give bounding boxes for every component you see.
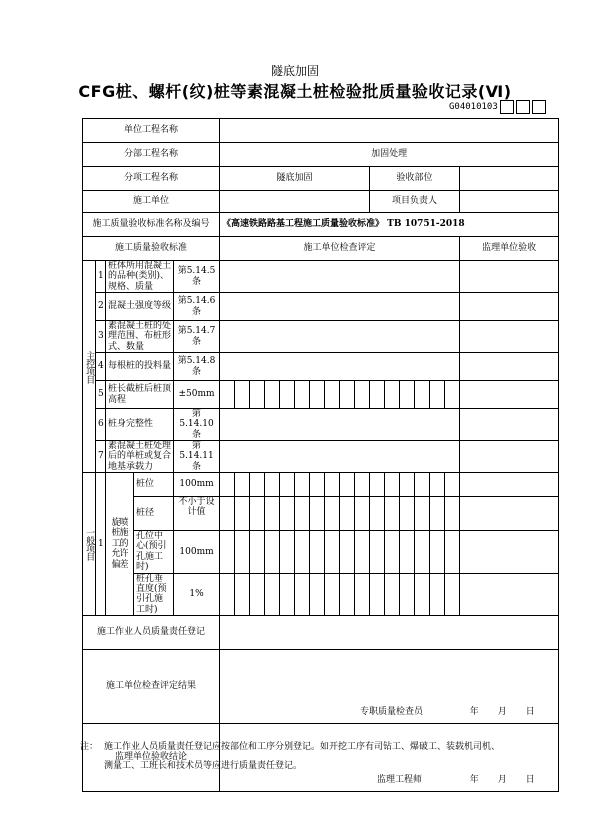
gen2-measure-cell[interactable]	[310, 497, 325, 531]
gen-desc-4: 桩孔垂直度(预引孔施工时)	[134, 573, 174, 615]
gen3-measure-cell[interactable]	[220, 531, 235, 573]
gen2-measure-cell[interactable]	[340, 497, 355, 531]
mc-desc-7: 素混凝土桩处理后的单桩或复合地基承载力	[106, 441, 174, 473]
gen3-measure-cell[interactable]	[445, 531, 460, 573]
mc-supervision-3[interactable]	[460, 321, 559, 353]
construction-check-header: 施工单位检查评定	[220, 237, 460, 261]
gen4-measure-cell[interactable]	[400, 573, 415, 615]
inspector-label: 专职质量检查员	[360, 706, 424, 717]
supervision-header: 监理单位验收	[460, 237, 559, 261]
gen3-measure-cell[interactable]	[430, 531, 445, 573]
gen2-measure-cell[interactable]	[415, 497, 430, 531]
gen2-measure-cell[interactable]	[445, 497, 460, 531]
gen4-measure-cell[interactable]	[370, 573, 385, 615]
mc-supervision-2[interactable]	[460, 293, 559, 321]
gen4-measure-cell[interactable]	[415, 573, 430, 615]
check-day: 日	[525, 706, 535, 717]
mc-ref-1: 第5.14.5条	[174, 261, 220, 293]
check-result-value[interactable]	[220, 649, 559, 723]
mc5-measure-cell[interactable]	[385, 381, 400, 409]
standard-value: 《高速铁路路基工程施工质量验收标准》 TB 10751-2018	[220, 213, 559, 237]
form-code: G04010103	[449, 102, 498, 112]
gen2-measure-cell[interactable]	[280, 497, 295, 531]
supervision-year: 年	[469, 774, 479, 785]
gen4-measure-cell[interactable]	[325, 573, 340, 615]
mc-check-1[interactable]	[220, 261, 460, 293]
mc5-measure-cell[interactable]	[415, 381, 430, 409]
construction-unit-label: 施工单位	[83, 191, 220, 213]
mc-check-3[interactable]	[220, 321, 460, 353]
acceptance-part-label: 验收部位	[370, 167, 460, 191]
mc-ref-3: 第5.14.7条	[174, 321, 220, 353]
footnote-line-2: 测量工、工班长和技术员等应进行质量责任登记。	[104, 761, 303, 771]
project-manager-value[interactable]	[460, 191, 559, 213]
mc-supervision-5[interactable]	[460, 381, 559, 409]
gen4-measure-cell[interactable]	[295, 573, 310, 615]
mc5-measure-cell[interactable]	[235, 381, 250, 409]
mc5-measure-cell[interactable]	[430, 381, 445, 409]
gen2-measure-cell[interactable]	[265, 497, 280, 531]
mc-desc-1: 桩体所用混凝土的品种(类别)、规格、质量	[106, 261, 174, 293]
gen1-measure-cell[interactable]	[265, 473, 280, 497]
gen3-measure-cell[interactable]	[310, 531, 325, 573]
mc-no-1: 1	[96, 261, 106, 293]
check-result-label: 施工单位检查评定结果	[83, 649, 220, 723]
item-project-value[interactable]: 隧底加固	[220, 167, 370, 191]
gen4-measure-cell[interactable]	[340, 573, 355, 615]
mc-desc-2: 混凝土强度等级	[106, 293, 174, 321]
gen1-measure-cell[interactable]	[430, 473, 445, 497]
gen-ref-4: 1%	[174, 573, 220, 615]
mc5-measure-cell[interactable]	[355, 381, 370, 409]
mc-no-3: 3	[96, 321, 106, 353]
gen-supervision-4[interactable]	[460, 573, 559, 615]
supervision-conclusion-label: 监理单位验收结论	[83, 723, 220, 791]
gen2-measure-cell[interactable]	[250, 497, 265, 531]
mc5-measure-cell[interactable]	[310, 381, 325, 409]
gen3-measure-cell[interactable]	[370, 531, 385, 573]
gen2-measure-cell[interactable]	[235, 497, 250, 531]
gen-supervision-1[interactable]	[460, 473, 559, 497]
supervision-day: 日	[525, 774, 535, 785]
mc5-measure-cell[interactable]	[340, 381, 355, 409]
mc-ref-5: ±50mm	[174, 381, 220, 409]
mc-desc-6: 桩身完整性	[106, 409, 174, 441]
sub-project-label: 分部工程名称	[83, 143, 220, 167]
general-group-label: 一般项目	[83, 473, 96, 616]
gen2-measure-cell[interactable]	[295, 497, 310, 531]
gen2-measure-cell[interactable]	[385, 497, 400, 531]
mc-check-6[interactable]	[220, 409, 460, 441]
gen3-measure-cell[interactable]	[280, 531, 295, 573]
gen-supervision-2[interactable]	[460, 497, 559, 531]
footnote-line-1: 施工作业人员质量责任登记应按部位和工序分别登记。如开挖工序有司钻工、爆破工、装载机司机、	[104, 742, 501, 752]
personnel-label: 施工作业人员质量责任登记	[83, 615, 220, 649]
mc5-measure-cell[interactable]	[280, 381, 295, 409]
gen3-measure-cell[interactable]	[415, 531, 430, 573]
check-month: 月	[497, 706, 507, 717]
mc-no-7: 7	[96, 441, 106, 473]
gen3-measure-cell[interactable]	[265, 531, 280, 573]
mc-supervision-1[interactable]	[460, 261, 559, 293]
gen1-measure-cell[interactable]	[220, 473, 235, 497]
gen2-measure-cell[interactable]	[400, 497, 415, 531]
serial-box-2[interactable]	[516, 100, 530, 114]
engineer-label: 监理工程师	[377, 774, 423, 785]
gen2-measure-cell[interactable]	[325, 497, 340, 531]
gen-desc-1: 桩位	[134, 473, 174, 497]
mc-no-5: 5	[96, 381, 106, 409]
gen3-measure-cell[interactable]	[355, 531, 370, 573]
check-date	[460, 707, 544, 717]
sub-project-value[interactable]: 加固处理	[220, 143, 559, 167]
gen2-measure-cell[interactable]	[355, 497, 370, 531]
mc5-measure-cell[interactable]	[400, 381, 415, 409]
gen1-measure-cell[interactable]	[385, 473, 400, 497]
footnote-lead: 注：	[80, 742, 99, 752]
gen1-measure-cell[interactable]	[235, 473, 250, 497]
gen1-measure-cell[interactable]	[250, 473, 265, 497]
gen1-measure-cell[interactable]	[280, 473, 295, 497]
mc-supervision-7[interactable]	[460, 441, 559, 473]
gen-ref-1: 100mm	[174, 473, 220, 497]
mc-supervision-6[interactable]	[460, 409, 559, 441]
gen4-measure-cell[interactable]	[310, 573, 325, 615]
mc5-measure-cell[interactable]	[445, 381, 460, 409]
gen4-measure-cell[interactable]	[385, 573, 400, 615]
general-subgroup-label: 旋喷桩施工的允许偏差	[106, 473, 134, 616]
gen4-measure-cell[interactable]	[430, 573, 445, 615]
mc-no-6: 6	[96, 409, 106, 441]
gen1-measure-cell[interactable]	[370, 473, 385, 497]
form-title: CFG桩、螺杆(纹)桩等素混凝土桩检验批质量验收记录(Ⅵ)	[78, 82, 512, 101]
gen1-measure-cell[interactable]	[310, 473, 325, 497]
gen1-measure-cell[interactable]	[400, 473, 415, 497]
construction-unit-value[interactable]	[220, 191, 370, 213]
gen-supervision-3[interactable]	[460, 531, 559, 573]
mc5-measure-cell[interactable]	[295, 381, 310, 409]
item-project-label: 分项工程名称	[83, 167, 220, 191]
mc-check-4[interactable]	[220, 353, 460, 381]
gen3-measure-cell[interactable]	[295, 531, 310, 573]
gen3-measure-cell[interactable]	[385, 531, 400, 573]
standard-header: 施工质量验收标准	[83, 237, 220, 261]
gen2-measure-cell[interactable]	[220, 497, 235, 531]
gen4-measure-cell[interactable]	[220, 573, 235, 615]
supervision-date	[460, 775, 544, 785]
general-no: 1	[96, 473, 106, 616]
gen-ref-3: 100mm	[174, 531, 220, 573]
mc-no-4: 4	[96, 353, 106, 381]
gen4-measure-cell[interactable]	[280, 573, 295, 615]
gen-desc-3: 孔位中心(预引孔施工时)	[134, 531, 174, 573]
gen1-measure-cell[interactable]	[415, 473, 430, 497]
gen1-measure-cell[interactable]	[445, 473, 460, 497]
mc-supervision-4[interactable]	[460, 353, 559, 381]
mc5-measure-cell[interactable]	[250, 381, 265, 409]
gen4-measure-cell[interactable]	[445, 573, 460, 615]
footnote	[80, 738, 550, 776]
gen1-measure-cell[interactable]	[295, 473, 310, 497]
acceptance-record-table	[82, 118, 559, 792]
mc-ref-6: 第5.14.10条	[174, 409, 220, 441]
main-control-group-label: 主控项目	[83, 261, 96, 473]
mc-desc-4: 每根桩的投料量	[106, 353, 174, 381]
gen-ref-2: 不小于设计值	[174, 497, 220, 531]
mc5-measure-cell[interactable]	[220, 381, 235, 409]
mc-no-2: 2	[96, 293, 106, 321]
mc5-measure-cell[interactable]	[370, 381, 385, 409]
form-supertitle: 隧底加固	[270, 64, 319, 78]
mc-ref-2: 第5.14.6条	[174, 293, 220, 321]
serial-box-1[interactable]	[500, 100, 514, 114]
gen3-measure-cell[interactable]	[340, 531, 355, 573]
gen2-measure-cell[interactable]	[370, 497, 385, 531]
gen2-measure-cell[interactable]	[430, 497, 445, 531]
mc5-measure-cell[interactable]	[325, 381, 340, 409]
unit-project-label: 单位工程名称	[83, 119, 220, 143]
gen3-measure-cell[interactable]	[400, 531, 415, 573]
gen4-measure-cell[interactable]	[355, 573, 370, 615]
gen3-measure-cell[interactable]	[325, 531, 340, 573]
gen3-measure-cell[interactable]	[235, 531, 250, 573]
mc-ref-7: 第5.14.11条	[174, 441, 220, 473]
standard-label: 施工质量验收标准名称及编号	[83, 213, 220, 237]
project-manager-label: 项目负责人	[370, 191, 460, 213]
gen-desc-2: 桩径	[134, 497, 174, 531]
mc5-measure-cell[interactable]	[265, 381, 280, 409]
mc-check-2[interactable]	[220, 293, 460, 321]
mc-check-7[interactable]	[220, 441, 460, 473]
mc-desc-3: 素混凝土桩的处理范围、布桩形式、数量	[106, 321, 174, 353]
mc-desc-5: 桩长截桩后桩顶高程	[106, 381, 174, 409]
acceptance-part-value[interactable]	[460, 167, 559, 191]
serial-box-3[interactable]	[532, 100, 546, 114]
gen3-measure-cell[interactable]	[250, 531, 265, 573]
check-year: 年	[469, 706, 479, 717]
gen1-measure-cell[interactable]	[340, 473, 355, 497]
unit-project-value[interactable]	[220, 119, 559, 143]
gen4-measure-cell[interactable]	[235, 573, 250, 615]
gen1-measure-cell[interactable]	[325, 473, 340, 497]
personnel-value[interactable]	[220, 615, 559, 649]
gen4-measure-cell[interactable]	[250, 573, 265, 615]
mc-ref-4: 第5.14.8条	[174, 353, 220, 381]
gen1-measure-cell[interactable]	[355, 473, 370, 497]
supervision-month: 月	[497, 774, 507, 785]
gen4-measure-cell[interactable]	[265, 573, 280, 615]
